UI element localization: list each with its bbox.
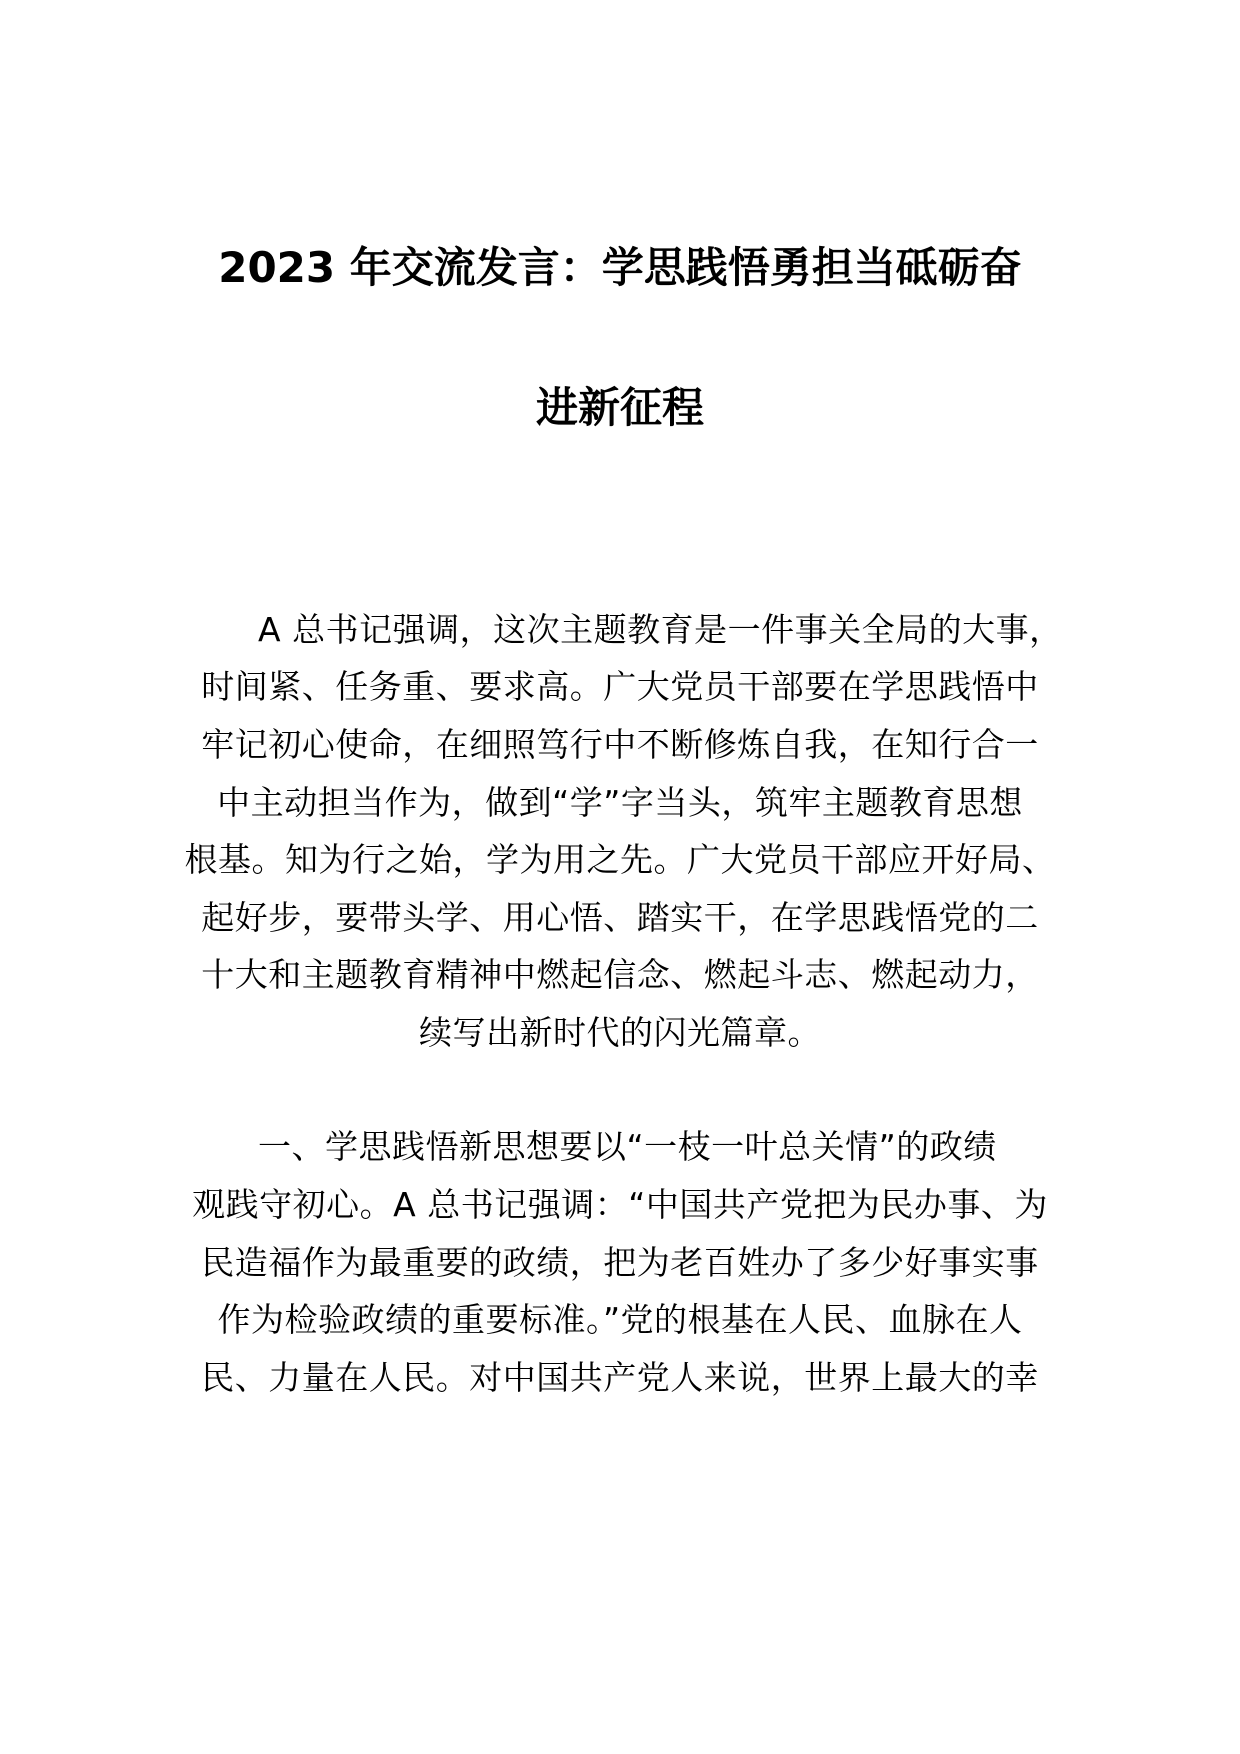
paragraph-2-line: 一、学思践悟新思想要以“一枝一叶总关情”的政绩 (258, 1127, 997, 1166)
paragraph-1-line: 十大和主题教育精神中燃起信念、燃起斗志、燃起动力， (201, 955, 1039, 994)
paragraph-1-line: 中主动担当作为，做到“学”字当头，筑牢主题教育思想 (217, 783, 1023, 822)
paragraph-1-line: 起好步，要带头学、用心悟、踏实干，在学思践悟党的二 (201, 898, 1039, 937)
paragraph-1-line: A 总书记强调，这次主题教育是一件事关全局的大事， (258, 610, 1063, 649)
paragraph-2-line: 作为检验政绩的重要标准。”党的根基在人民、血脉在人 (217, 1300, 1023, 1339)
paragraph-1-line: 续写出新时代的闪光篇章。 (419, 1013, 821, 1052)
title-line-1: 2023 年交流发言：学思践悟勇担当砥砺奋 (218, 243, 1022, 292)
paragraph-2-line: 观践守初心。A 总书记强调：“中国共产党把为民办事、为 (192, 1185, 1048, 1224)
paragraph-1-line: 牢记初心使命，在细照笃行中不断修炼自我，在知行合一 (201, 725, 1039, 764)
paragraph-1-line: 时间紧、任务重、要求高。广大党员干部要在学思践悟中 (201, 667, 1039, 706)
paragraph-2-line: 民造福作为最重要的政绩，把为老百姓办了多少好事实事 (201, 1243, 1039, 1282)
paragraph-1-line: 根基。知为行之始，学为用之先。广大党员干部应开好局、 (184, 840, 1056, 879)
paragraph-2-line: 民、力量在人民。对中国共产党人来说，世界上最大的幸 (201, 1358, 1039, 1397)
title-line-2: 进新征程 (535, 383, 704, 432)
